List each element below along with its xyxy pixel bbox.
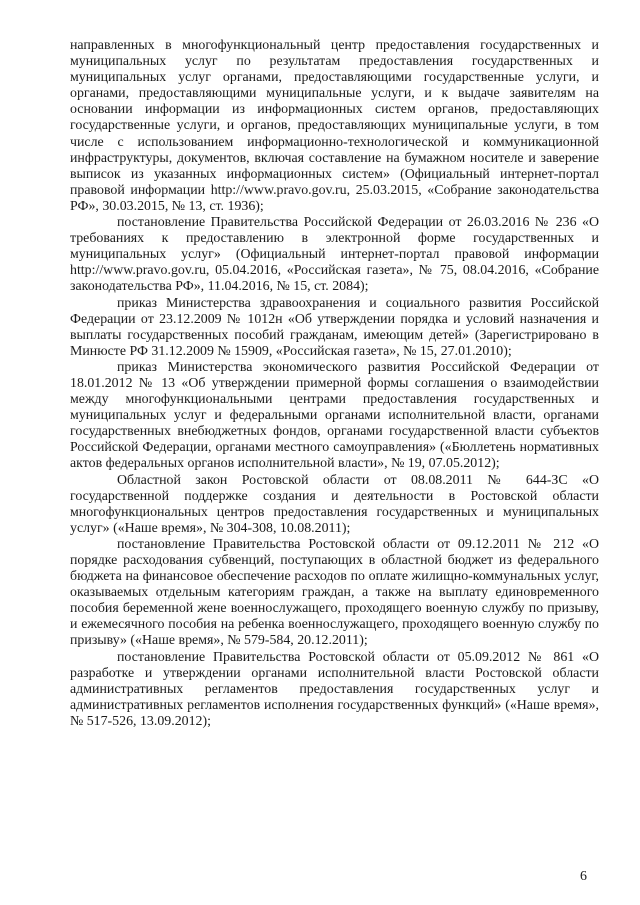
paragraph-decree-861: постановление Правительства Ростовской области от 05.09.2012 № 861 «О разработке и утверждении органами исполнительной власти Ростовской области административных регламентов предоставления государственных услуг и административных регламентов исполнения государственных функций» («Наше время», № 517-526, 13.09.2012); bbox=[70, 649, 599, 729]
paragraph-order-1012n: приказ Министерства здравоохранения и социального развития Российской Федерации от 23.12.2009 № 1012н «Об утверждении порядка и условий назначения и выплаты государственных пособий гражданам, имеющим детей» (Зарегистрировано в Минюсте РФ 31.12.2009 № 15909, «Российская газета», № 15, 27.01.2010); bbox=[70, 295, 599, 359]
paragraph-decree-236: постановление Правительства Российской Федерации от 26.03.2016 № 236 «О требованиях к предоставлению в электронной форме государственных и муниципальных услуг» (Официальный интернет-портал правовой информации http://www.pravo.gov.ru, 05.04.2016, «Российская газета», № 75, 08.04.2016, «Собрание законодательства РФ», 11.04.2016, № 15, ст. 2084); bbox=[70, 215, 599, 295]
paragraph-decree-212: постановление Правительства Ростовской области от 09.12.2011 № 212 «О порядке расходования субвенций, поступающих в областной бюджет из федерального бюджета на финансовое обеспечение расходов по оплате жилищно-коммунальных услуг, оказываемых отдельным категориям граждан, а также на выплату единовременного пособия беременной жене военнослужащего, проходящего военную службу по призыву, и ежемесячного пособия на ребенка военнослужащего, проходящего военную службу по призыву» («Наше время», № 579-584, 20.12.2011); bbox=[70, 536, 599, 649]
page-number: 6 bbox=[580, 869, 587, 884]
paragraph-continuation: направленных в многофункциональный центр предоставления государственных и муниципальных услуг по результатам предоставления государственных и муниципальных услуг органами, предоставляющими государственные услуги, и органами, предоставляющими муниципальные услуги, и к выдаче заявителям на основании информации из информационных систем органов, предоставляющих государственные услуги, и органов, предоставляющих муниципальные услуги, в том числе с использованием информационно-технологической и коммуникационной инфраструктуры, документов, включая составление на бумажном носителе и заверение выписок из указанных информационных систем» (Официальный интернет-портал правовой информации http://www.pravo.gov.ru, 25.03.2015, «Собрание законодательства РФ», 30.03.2015, № 13, ст. 1936); bbox=[70, 38, 599, 214]
document-body bbox=[70, 38, 599, 730]
paragraph-order-13: приказ Министерства экономического развития Российской Федерации от 18.01.2012 № 13 «Об утверждении примерной формы соглашения о взаимодействии между многофункциональными центрами предоставления государственных и муниципальных услуг и федеральными органами исполнительной власти, органами государственных внебюджетных фондов, органами государственной власти субъектов Российской Федерации, органами местного самоуправления» («Бюллетень нормативных актов федеральных органов исполнительной власти», № 19, 07.05.2012); bbox=[70, 359, 599, 472]
paragraph-regional-law-644: Областной закон Ростовской области от 08.08.2011 № 644-ЗС «О государственной поддержке создания и деятельности в Ростовской области многофункциональных центров предоставления государственных и муниципальных услуг» («Наше время», № 304-308, 10.08.2011); bbox=[70, 472, 599, 536]
